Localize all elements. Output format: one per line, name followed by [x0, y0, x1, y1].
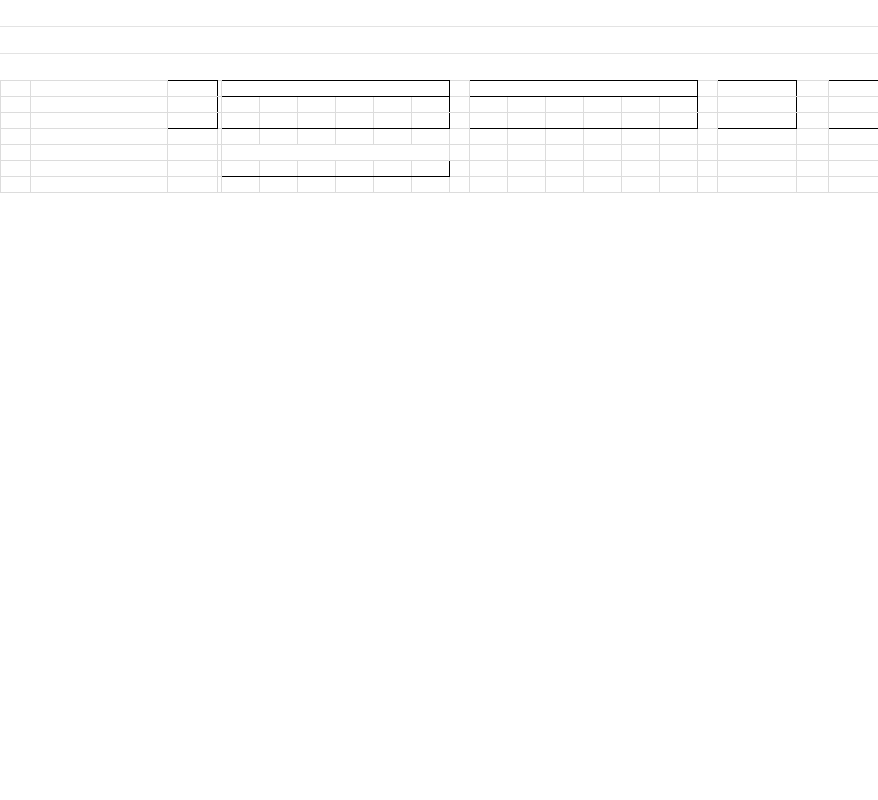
- header-gara-5: [374, 97, 412, 113]
- pts-date-5: [622, 113, 660, 129]
- header-pts-gara-3: [546, 97, 584, 113]
- header-nome: [31, 113, 168, 129]
- pts-date-1: [470, 113, 508, 129]
- partecipanti-label: [222, 145, 450, 161]
- header-totale: [168, 81, 218, 97]
- header-gara-4: [336, 97, 374, 113]
- partecipanti-3: [298, 161, 336, 177]
- header-punteggio: [470, 81, 698, 97]
- pts-date-2: [508, 113, 546, 129]
- header-posizione: [222, 81, 450, 97]
- header-totale-right: [829, 81, 878, 97]
- date-5: [374, 113, 412, 129]
- header-scarto-roman: [718, 97, 797, 113]
- header-gara-1: [222, 97, 260, 113]
- date-2: [260, 113, 298, 129]
- header-pts-gara-5: [622, 97, 660, 113]
- header-punti-right: [829, 97, 878, 113]
- pts-date-4: [584, 113, 622, 129]
- title-block: [0, 0, 878, 81]
- partecipanti-1: [222, 161, 260, 177]
- partecipanti-2: [260, 161, 298, 177]
- partecipanti-5: [374, 161, 412, 177]
- header-punti: [168, 97, 218, 113]
- header-gara-6: [412, 97, 450, 113]
- pts-date-3: [546, 113, 584, 129]
- header-pts-gara-1: [470, 97, 508, 113]
- date-3: [298, 113, 336, 129]
- pts-date-6: [660, 113, 698, 129]
- header-n: [1, 113, 31, 129]
- header-gara-3: [298, 97, 336, 113]
- header-pts-gara-6: [660, 97, 698, 113]
- date-1: [222, 113, 260, 129]
- header-gara-2: [260, 97, 298, 113]
- standings-table: [0, 80, 878, 193]
- header-validi: [168, 113, 218, 129]
- date-6: [412, 113, 450, 129]
- partecipanti-6: [412, 161, 450, 177]
- header-pts-gara-2: [508, 97, 546, 113]
- partecipanti-4: [336, 161, 374, 177]
- header-pts-gara-4: [584, 97, 622, 113]
- date-4: [336, 113, 374, 129]
- header-scarto: [718, 113, 797, 129]
